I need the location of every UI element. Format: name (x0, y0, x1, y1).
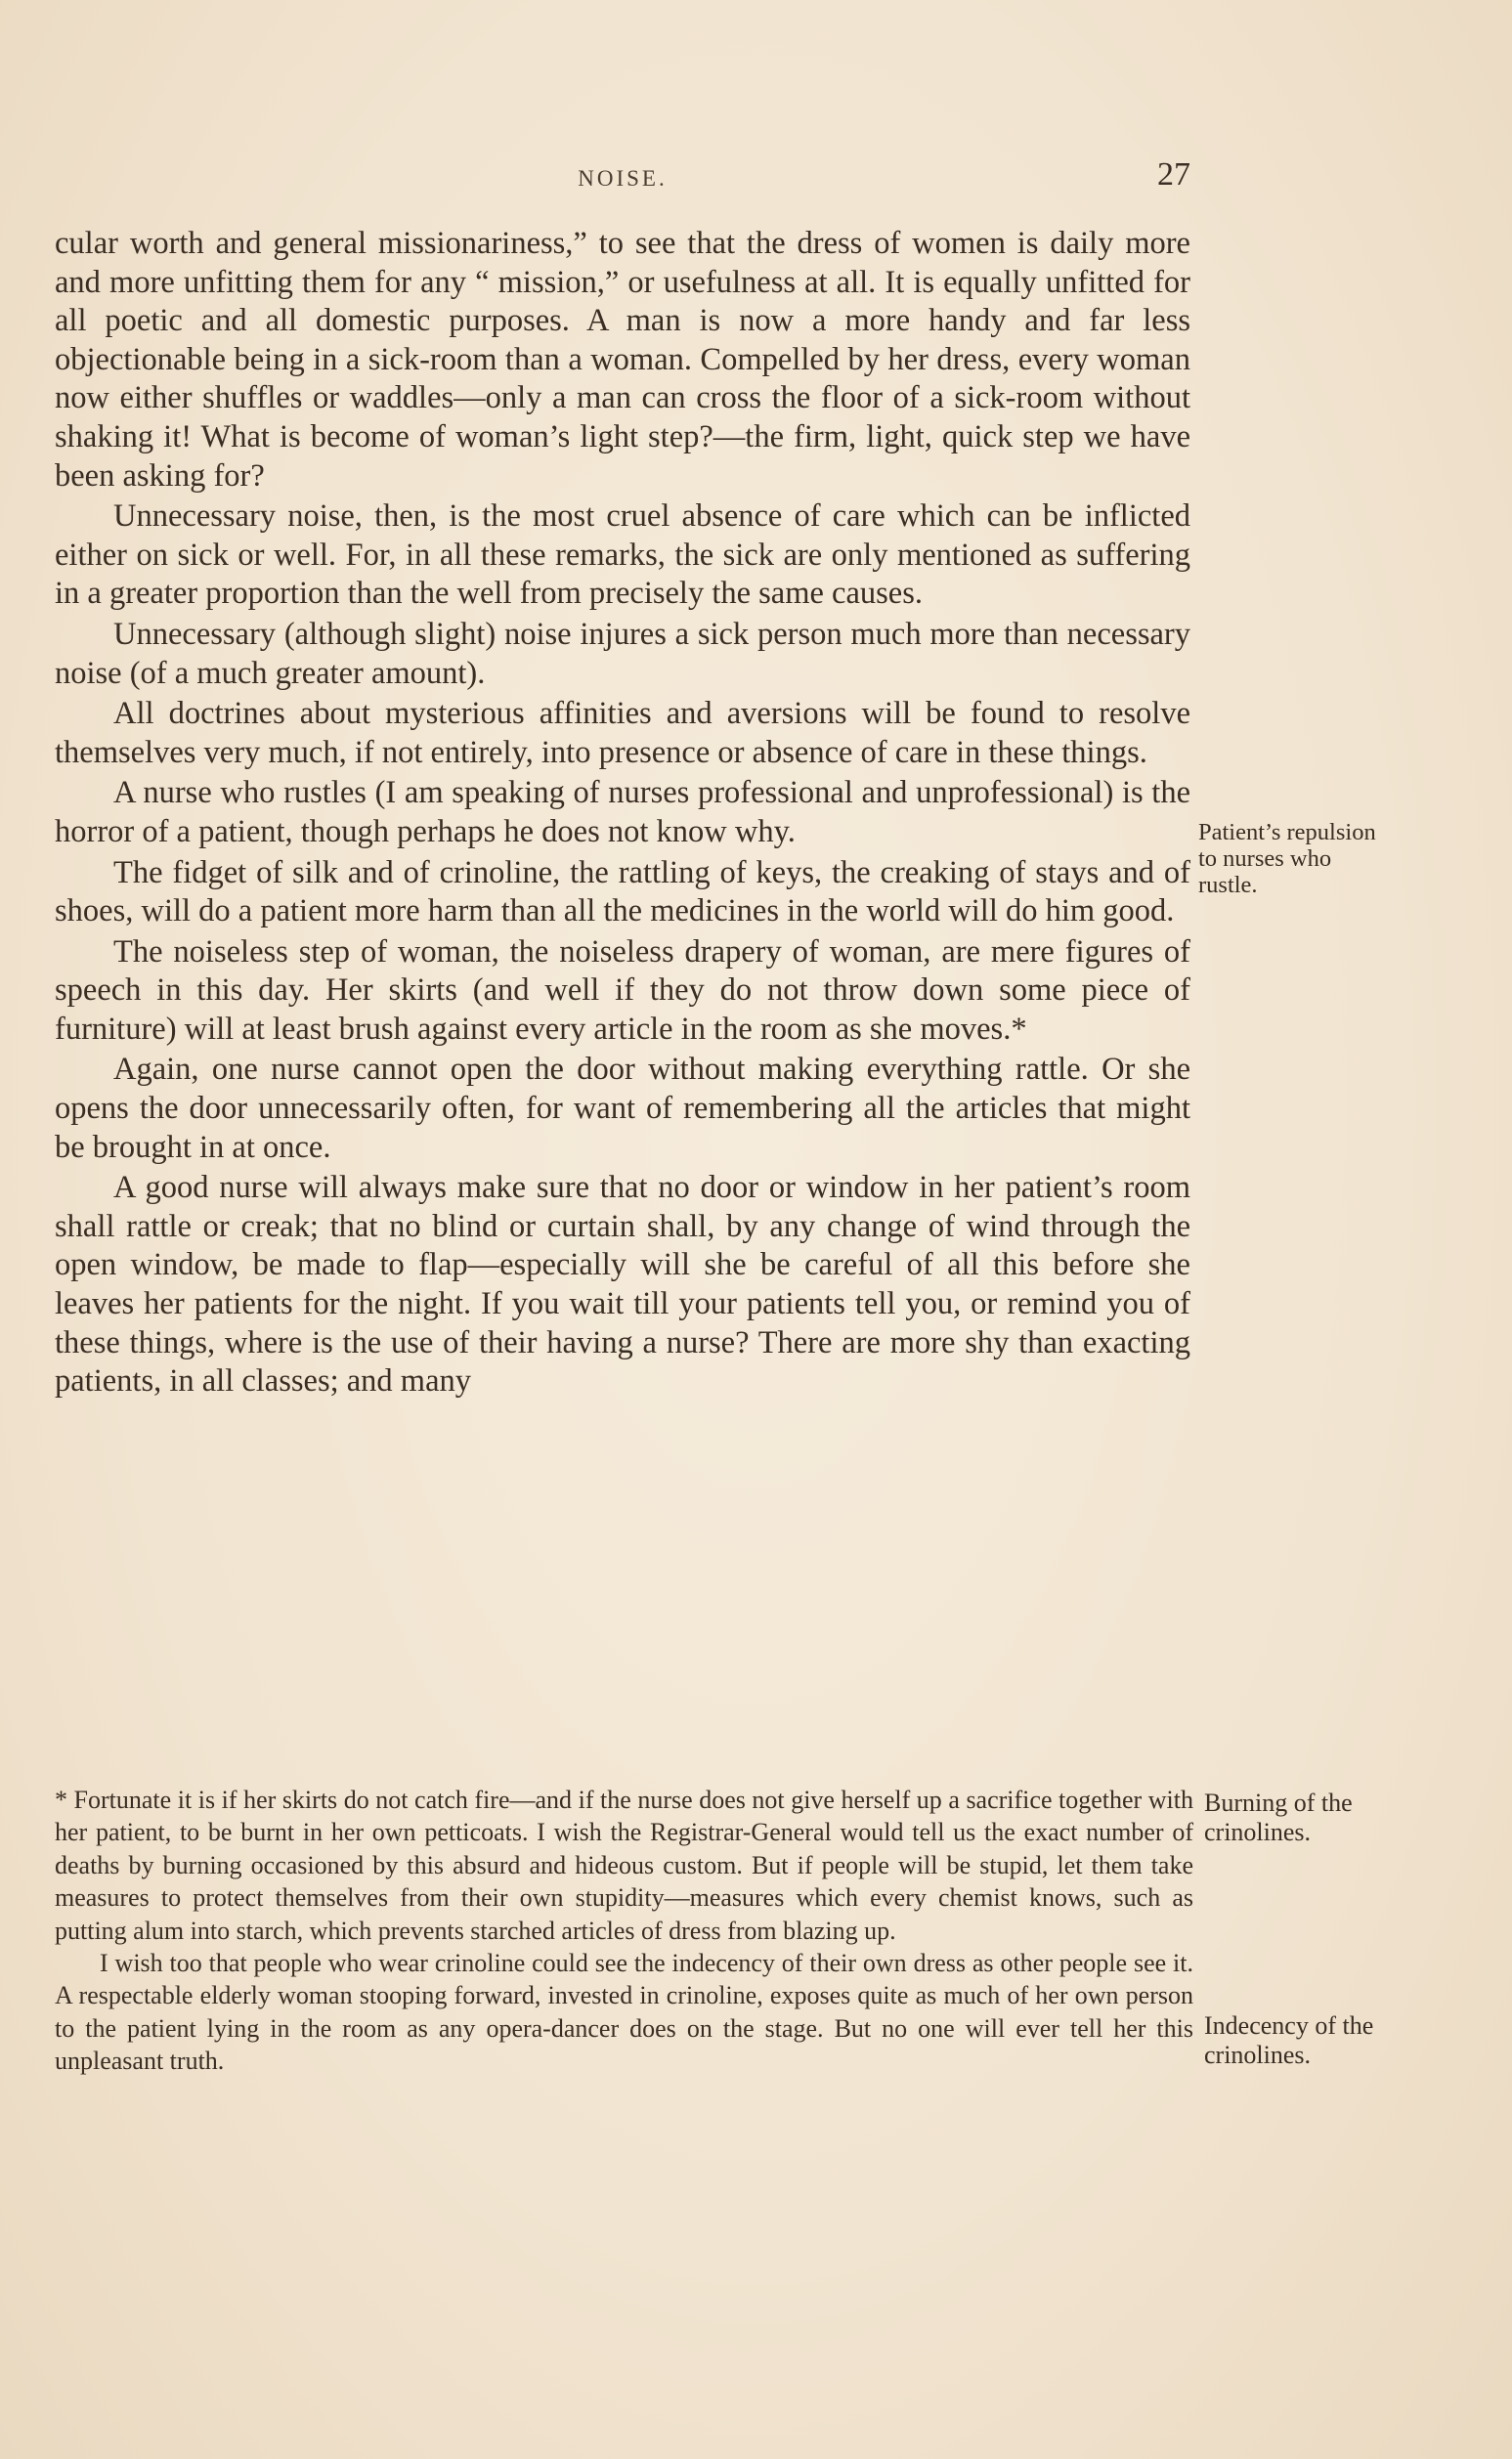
side-note-burning: Burning of the crinolines. (1204, 1789, 1353, 1846)
paragraph: The fidget of silk and of crinoline, the rattling of keys, the creaking of stays and of shoes, will do a patient more harm than all the medicines in the world will do him good. (55, 854, 1190, 929)
paragraph: Again, one nurse cannot open the door without making everything rattle. Or she opens the door unnecessarily often, for want of remembering all the articles that might be brought in at once. (55, 1052, 1190, 1165)
body-text (55, 225, 1190, 1402)
paragraph: All doctrines about mysterious affinities and aversions will be found to resolve themselves very much, if not entirely, into presence or absence of care in these things. (55, 696, 1190, 770)
paragraph: Unnecessary (although slight) noise injures a sick person much more than necessary noise (of a much greater amount). (55, 616, 1190, 691)
side-note-indecency: Indecency of the crinolines. (1204, 2011, 1374, 2069)
page-header (55, 156, 1190, 205)
paragraph: cular worth and general missionariness,” to see that the dress of women is daily more and more unfitting them for any “ mission,” or usefulness at all. It is equally unfitted for all poetic and all domestic purposes. A man is now a more handy and far less objectionable being in a sick-room than a woman. Compelled by her dress, every woman now either shuffles or waddles—only a man can cross the floor of a sick-room without shaking it! What is become of woman’s light step?—the firm, light, quick step we have been asking for? (55, 226, 1190, 494)
paragraph: Unnecessary noise, then, is the most cruel absence of care which can be inflicted either on sick or well. For, in all these remarks, the sick are only mentioned as suffering in a greater proportion than the well from precisely the same causes. (55, 498, 1190, 612)
side-note-patient-repulsion: Patient’s repulsion to nurses who rustle. (1198, 819, 1376, 898)
running-head: NOISE. (578, 166, 668, 191)
page-number: 27 (1157, 156, 1190, 193)
paragraph: The noiseless step of woman, the noiseless drapery of woman, are mere figures of speech in this day. Her skirts (and well if they do not throw down some piece of furniture) will at least brush against every article in the room as she moves.* (55, 933, 1190, 1047)
paragraph: A good nurse will always make sure that no door or window in her patient’s room shall rattle or creak; that no blind or curtain shall, by any change of wind through the open window, be made to flap—especially will she be careful of all this before she leaves her patients for the night. If you wait till your patients tell you, or remind you of these things, where is the use of their having a nurse? There are more shy than exacting patients, in all classes; and many (55, 1170, 1190, 1400)
footnotes (55, 1784, 1193, 2078)
paragraph: A nurse who rustles (I am speaking of nurses professional and unprofessional) is the horror of a patient, though perhaps he does not know why. (55, 775, 1190, 849)
footnote: I wish too that people who wear crinoline could see the indecency of their own dress as other people see it. A respectable elderly woman stooping forward, invested in crinoline, exposes quite as much of her own person to the patient lying in the room as any opera-dancer does on the stage. But no one will ever tell her this unpleasant truth. (55, 1949, 1193, 2076)
footnote: * Fortunate it is if her skirts do not catch fire—and if the nurse does not give herself up a sacrifice together with her patient, to be burnt in her own petticoats. I wish the Registrar-General would tell us the exact number of deaths by burning occasioned by this absurd and hideous custom. But if people will be stupid, let them take measures to protect themselves from their own stupidity—measures which every chemist knows, such as putting alum into starch, which prevents starched articles of dress from blazing up. (55, 1786, 1193, 1945)
